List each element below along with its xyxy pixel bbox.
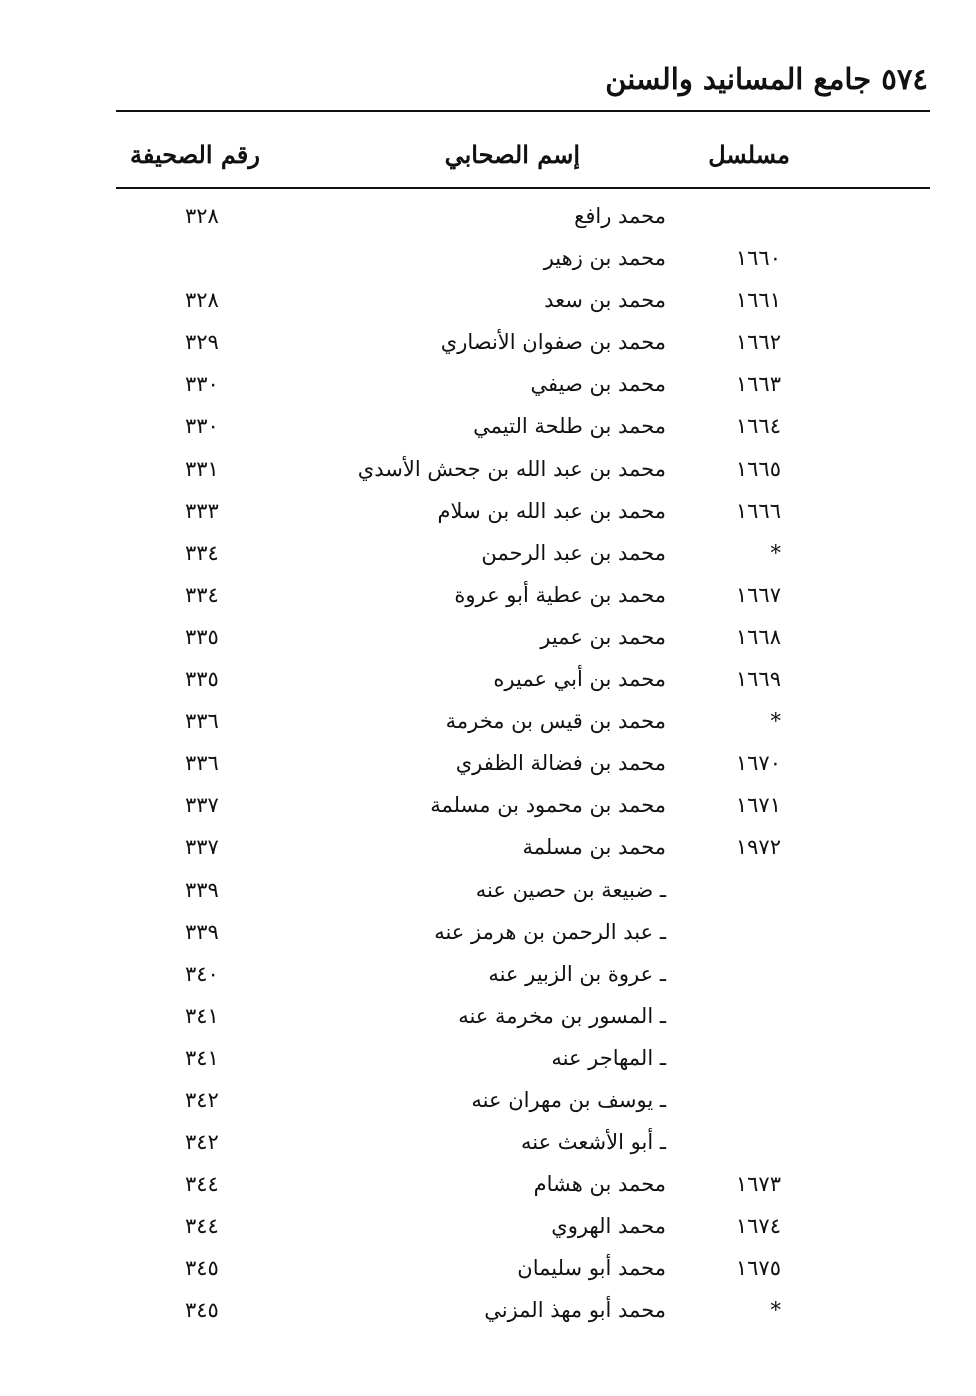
- page-number: ٣٢٨: [185, 288, 219, 313]
- serial-number: *: [770, 540, 781, 565]
- table-row: [0, 490, 976, 532]
- companion-name: محمد بن عبد الله بن جحش الأسدي: [357, 456, 666, 481]
- serial-number: ١٩٧٢: [735, 835, 781, 860]
- page-number: ٣٣٦: [185, 709, 219, 734]
- page-number: ٣٣١: [185, 456, 219, 481]
- table-row: [0, 448, 976, 490]
- page-number: ٣٣٤: [185, 540, 219, 565]
- companion-name: محمد بن مسلمة: [522, 835, 666, 860]
- column-header-serial: مسلسل: [708, 140, 790, 169]
- serial-number: ١٦٧٠: [735, 751, 781, 776]
- companion-name: ـ يوسف بن مهران عنه: [471, 1087, 666, 1112]
- page-number: ٣٣٠: [185, 372, 219, 397]
- table-row: [0, 784, 976, 826]
- companion-name: محمد بن زهير: [543, 246, 666, 271]
- companion-name: ـ عبد الرحمن بن هرمز عنه: [434, 919, 666, 944]
- serial-number: *: [770, 1298, 781, 1323]
- table-row: [0, 1289, 976, 1331]
- table-row: [0, 869, 976, 911]
- companion-name: محمد أبو سليمان: [517, 1256, 666, 1281]
- serial-number: ١٦٦٨: [735, 624, 781, 649]
- companion-name: محمد بن محمود بن مسلمة: [430, 793, 666, 818]
- companion-name: محمد الهروي: [551, 1214, 666, 1239]
- serial-number: ١٦٦٩: [735, 667, 781, 692]
- companion-name: محمد رافع: [574, 204, 666, 228]
- serial-number: ١٦٦١: [735, 288, 781, 313]
- table-row: [0, 237, 976, 279]
- table-row: [0, 1121, 976, 1163]
- table-row: [0, 995, 976, 1037]
- serial-number: ١٦٧٣: [735, 1172, 781, 1197]
- table-row: [0, 1163, 976, 1205]
- companion-name: محمد بن صيفي: [530, 372, 666, 397]
- companion-name: محمد أبو مهذ المزني: [484, 1298, 666, 1323]
- page-number: ٣٣٤: [185, 582, 219, 607]
- companion-name: ـ المهاجر عنه: [551, 1045, 666, 1070]
- table-row: [0, 1205, 976, 1247]
- page-number: ٣٣٧: [185, 793, 219, 818]
- companion-name: محمد بن هشام: [533, 1172, 666, 1197]
- companion-name: محمد بن أبي عميره: [493, 667, 666, 692]
- table-row: [0, 574, 976, 616]
- serial-number: ١٦٧٤: [735, 1214, 781, 1239]
- serial-number: ١٦٧٥: [735, 1256, 781, 1281]
- table-row: [0, 826, 976, 868]
- page-number: ٣٤٢: [185, 1087, 219, 1112]
- page-header-title: ٥٧٤ جامع المسانيد والسنن: [605, 62, 928, 96]
- page-number: ٣٤٤: [185, 1172, 219, 1197]
- table-row: [0, 700, 976, 742]
- companion-name: محمد بن عطية أبو عروة: [454, 582, 666, 607]
- companion-name: محمد بن سعد: [544, 288, 666, 313]
- header-rule: [116, 110, 930, 112]
- table-row: [0, 658, 976, 700]
- table-row: [0, 1247, 976, 1289]
- table-row: [0, 616, 976, 658]
- page-number: ٣٤٠: [185, 961, 219, 986]
- page-number: ٣٤١: [185, 1045, 219, 1070]
- companion-name: محمد بن صفوان الأنصاري: [440, 330, 666, 355]
- table-row: [0, 195, 976, 237]
- serial-number: ١٦٧١: [735, 793, 781, 818]
- table-row: [0, 532, 976, 574]
- page-number: ٣٣٧: [185, 835, 219, 860]
- table-row: [0, 953, 976, 995]
- companion-name: محمد بن عمير: [540, 624, 666, 649]
- page-number: ٣٣٩: [185, 919, 219, 944]
- page-number: ٣٣٥: [185, 624, 219, 649]
- table-row: [0, 742, 976, 784]
- column-header-rule: [116, 187, 930, 189]
- serial-number: ١٦٦٤: [735, 414, 781, 439]
- table-row: [0, 405, 976, 447]
- serial-number: ١٦٦٧: [735, 582, 781, 607]
- page-number: ٣٣٩: [185, 877, 219, 902]
- page-number: ٣٢٩: [185, 330, 219, 355]
- table-row: [0, 363, 976, 405]
- serial-number: ١٦٦٢: [735, 330, 781, 355]
- serial-number: ١٦٦٣: [735, 372, 781, 397]
- companion-name: ـ أبو الأشعث عنه: [521, 1130, 666, 1155]
- column-header-name: إسم الصحابي: [444, 140, 580, 169]
- column-header-page: رقم الصحيفة: [130, 140, 260, 169]
- serial-number: ١٦٦٥: [735, 456, 781, 481]
- page-number: ٣٤٤: [185, 1214, 219, 1239]
- table-row: [0, 279, 976, 321]
- table-row: [0, 321, 976, 363]
- page-number: ٣٤٥: [185, 1298, 219, 1323]
- page-number: ٣٣٥: [185, 667, 219, 692]
- page-number: ٣٣٦: [185, 751, 219, 776]
- page-number: ٣٤١: [185, 1003, 219, 1028]
- page-number: ٣٣٣: [185, 498, 219, 523]
- companion-name: محمد بن طلحة التيمي: [473, 414, 666, 439]
- serial-number: ١٦٦٦: [735, 498, 781, 523]
- companion-name: محمد بن فضالة الظفري: [455, 751, 666, 776]
- index-table: [0, 195, 976, 1332]
- page-number: ٣٢٨: [185, 204, 219, 228]
- companion-name: محمد بن عبد الرحمن: [481, 540, 666, 565]
- serial-number: *: [770, 709, 781, 734]
- table-row: [0, 1079, 976, 1121]
- table-row: [0, 911, 976, 953]
- companion-name: ـ المسور بن مخرمة عنه: [458, 1003, 666, 1028]
- serial-number: ١٦٦٠: [735, 246, 781, 271]
- companion-name: محمد بن عبد الله بن سلام: [437, 498, 666, 523]
- companion-name: ـ عروة بن الزبير عنه: [488, 961, 666, 986]
- companion-name: ـ ضبيعة بن حصين عنه: [475, 877, 666, 902]
- page-number: ٣٤٥: [185, 1256, 219, 1281]
- page-number: ٣٣٠: [185, 414, 219, 439]
- table-row: [0, 1037, 976, 1079]
- page-number: ٣٤٢: [185, 1130, 219, 1155]
- companion-name: محمد بن قيس بن مخرمة: [445, 709, 666, 734]
